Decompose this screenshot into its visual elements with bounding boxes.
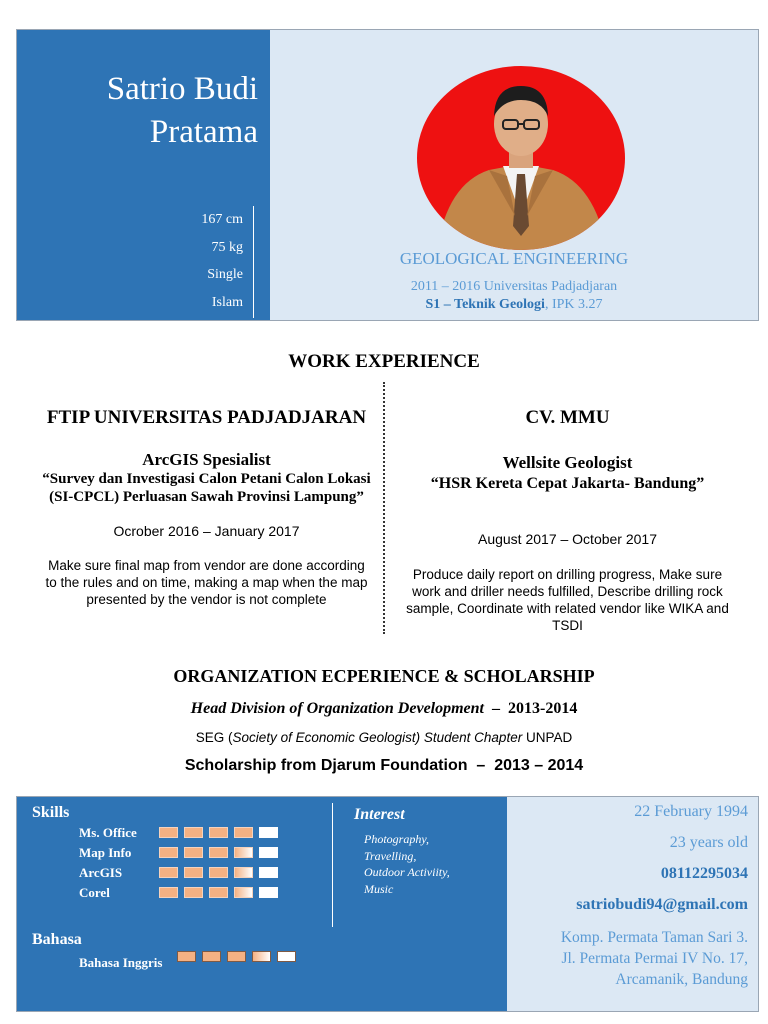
name-line-2: Pratama bbox=[149, 114, 258, 150]
job-role: Wellsite Geologist bbox=[502, 453, 633, 472]
rating-box bbox=[184, 847, 203, 858]
rating-box bbox=[159, 847, 178, 858]
rating-box bbox=[202, 951, 221, 962]
rating-box bbox=[259, 867, 278, 878]
interest-item: Travelling, bbox=[364, 848, 417, 863]
skill-row bbox=[79, 865, 289, 881]
interest-list bbox=[364, 831, 450, 897]
footer-panel bbox=[16, 796, 759, 1012]
marital-status: Single bbox=[207, 267, 243, 282]
address bbox=[561, 927, 748, 990]
project-title: “HSR Kereta Cepat Jakarta- Bandung” bbox=[430, 475, 705, 492]
seg-suffix: UNPAD bbox=[522, 730, 573, 745]
project-line-2: (SI-CPCL) Perluasan Sawah Provinsi Lampung” bbox=[49, 489, 364, 505]
address-line: Arcamanik, Bandung bbox=[615, 971, 748, 988]
organization-position bbox=[0, 700, 768, 718]
rating-box bbox=[159, 867, 178, 878]
desc-line: work and driller needs fulfilled, Describe drilling rock bbox=[412, 584, 723, 599]
skill-label: Map Info bbox=[79, 845, 132, 860]
language-label: Bahasa Inggris bbox=[79, 955, 163, 970]
rating-box bbox=[227, 951, 246, 962]
language-row bbox=[79, 955, 329, 971]
rating-box bbox=[159, 827, 178, 838]
rating-box bbox=[259, 827, 278, 838]
skill-label: Corel bbox=[79, 885, 110, 900]
weight-value: 75 kg bbox=[211, 239, 243, 255]
rating-box bbox=[234, 827, 253, 838]
company-name: CV. MMU bbox=[525, 407, 610, 428]
personal-vitals bbox=[201, 206, 254, 318]
religion: Islam bbox=[211, 294, 243, 310]
education-degree-line bbox=[270, 297, 758, 313]
position-title: Head Division of Organization Development bbox=[190, 700, 484, 717]
work-experience-title: WORK EXPERIENCE bbox=[288, 351, 480, 372]
skill-rating bbox=[159, 847, 278, 858]
rating-box bbox=[234, 887, 253, 898]
skill-row bbox=[79, 845, 289, 861]
rating-box bbox=[259, 847, 278, 858]
rating-box bbox=[234, 867, 253, 878]
desc-line: sample, Coordinate with related vendor like WIKA and bbox=[406, 601, 729, 616]
rating-box bbox=[209, 827, 228, 838]
language-rating bbox=[177, 951, 296, 962]
skill-rating bbox=[159, 867, 278, 878]
work-period: Ocrober 2016 – January 2017 bbox=[113, 523, 300, 539]
project-line-1: “Survey dan Investigasi Calon Petani Calon Lokasi bbox=[42, 471, 371, 487]
age: 23 years old bbox=[669, 834, 748, 851]
skills-interest-panel bbox=[17, 797, 507, 1011]
portrait-illustration bbox=[417, 66, 625, 250]
position-years: 2013-2014 bbox=[508, 700, 578, 717]
project-title bbox=[34, 470, 379, 506]
organization-seg bbox=[0, 730, 768, 745]
rating-box bbox=[209, 887, 228, 898]
scholarship-name: Scholarship from Djarum Foundation bbox=[184, 757, 468, 774]
desc-line: presented by the vendor is not complete bbox=[86, 592, 327, 607]
desc-line: TSDI bbox=[552, 618, 583, 633]
organization-title: ORGANIZATION ECPERIENCE & SCHOLARSHIP bbox=[173, 666, 595, 686]
address-line: Jl. Permata Permai IV No. 17, bbox=[561, 950, 748, 967]
interest-item: Outdoor Activiity, bbox=[364, 865, 450, 879]
rating-box bbox=[209, 847, 228, 858]
job-description bbox=[34, 557, 379, 608]
rating-box bbox=[184, 867, 203, 878]
scholarship-dash: – bbox=[476, 757, 486, 774]
work-period: August 2017 – October 2017 bbox=[477, 531, 658, 547]
interest-item: Photography, bbox=[364, 832, 429, 846]
name-line-1: Satrio Budi bbox=[106, 71, 258, 107]
footer-divider bbox=[332, 803, 333, 927]
address-line: Komp. Permata Taman Sari 3. bbox=[560, 929, 748, 946]
rating-box bbox=[159, 887, 178, 898]
work-column-divider bbox=[383, 382, 385, 634]
skill-row bbox=[79, 885, 289, 901]
profile-photo bbox=[417, 66, 625, 250]
interest-title: Interest bbox=[354, 806, 405, 823]
interest-item: Music bbox=[364, 881, 394, 896]
desc-line: to the rules and on time, making a map when the map bbox=[45, 575, 368, 590]
bahasa-title: Bahasa bbox=[32, 931, 82, 948]
rating-box bbox=[177, 951, 196, 962]
company-name: FTIP UNIVERSITAS PADJADJARAN bbox=[46, 407, 367, 428]
rating-box bbox=[277, 951, 296, 962]
profile-sidebar bbox=[17, 30, 270, 320]
rating-box bbox=[234, 847, 253, 858]
skill-label: ArcGIS bbox=[79, 865, 123, 880]
job-description bbox=[390, 566, 745, 634]
seg-prefix: SEG ( bbox=[195, 730, 233, 745]
skill-rating bbox=[159, 887, 278, 898]
scholarship-years: 2013 – 2014 bbox=[494, 757, 584, 774]
degree: S1 – Teknik Geologi bbox=[425, 297, 545, 312]
seg-name: Society of Economic Geologist) Student Chapter bbox=[232, 730, 523, 745]
desc-line: Produce daily report on drilling progress, Make sure bbox=[412, 567, 723, 582]
rating-box bbox=[259, 887, 278, 898]
rating-box bbox=[252, 951, 271, 962]
skill-rating bbox=[159, 827, 278, 838]
scholarship bbox=[0, 757, 768, 775]
rating-box bbox=[184, 887, 203, 898]
full-name bbox=[107, 68, 258, 154]
header-panel bbox=[16, 29, 759, 321]
ipk: , IPK 3.27 bbox=[544, 297, 603, 312]
desc-line: Make sure final map from vendor are done according bbox=[48, 558, 365, 573]
skills-title: Skills bbox=[32, 804, 70, 821]
education-field: GEOLOGICAL ENGINEERING bbox=[399, 249, 629, 268]
education-years-school: 2011 – 2016 Universitas Padjadjaran bbox=[410, 279, 618, 294]
rating-box bbox=[184, 827, 203, 838]
height-value: 167 cm bbox=[201, 212, 243, 227]
birthdate: 22 February 1994 bbox=[634, 803, 748, 820]
email-address[interactable]: satriobudi94@gmail.com bbox=[576, 896, 748, 913]
rating-box bbox=[209, 867, 228, 878]
skill-label: Ms. Office bbox=[79, 825, 137, 840]
job-role: ArcGIS Spesialist bbox=[142, 450, 271, 469]
position-dash: – bbox=[492, 700, 500, 717]
phone-number[interactable]: 08112295034 bbox=[660, 865, 748, 882]
skill-row bbox=[79, 825, 289, 841]
